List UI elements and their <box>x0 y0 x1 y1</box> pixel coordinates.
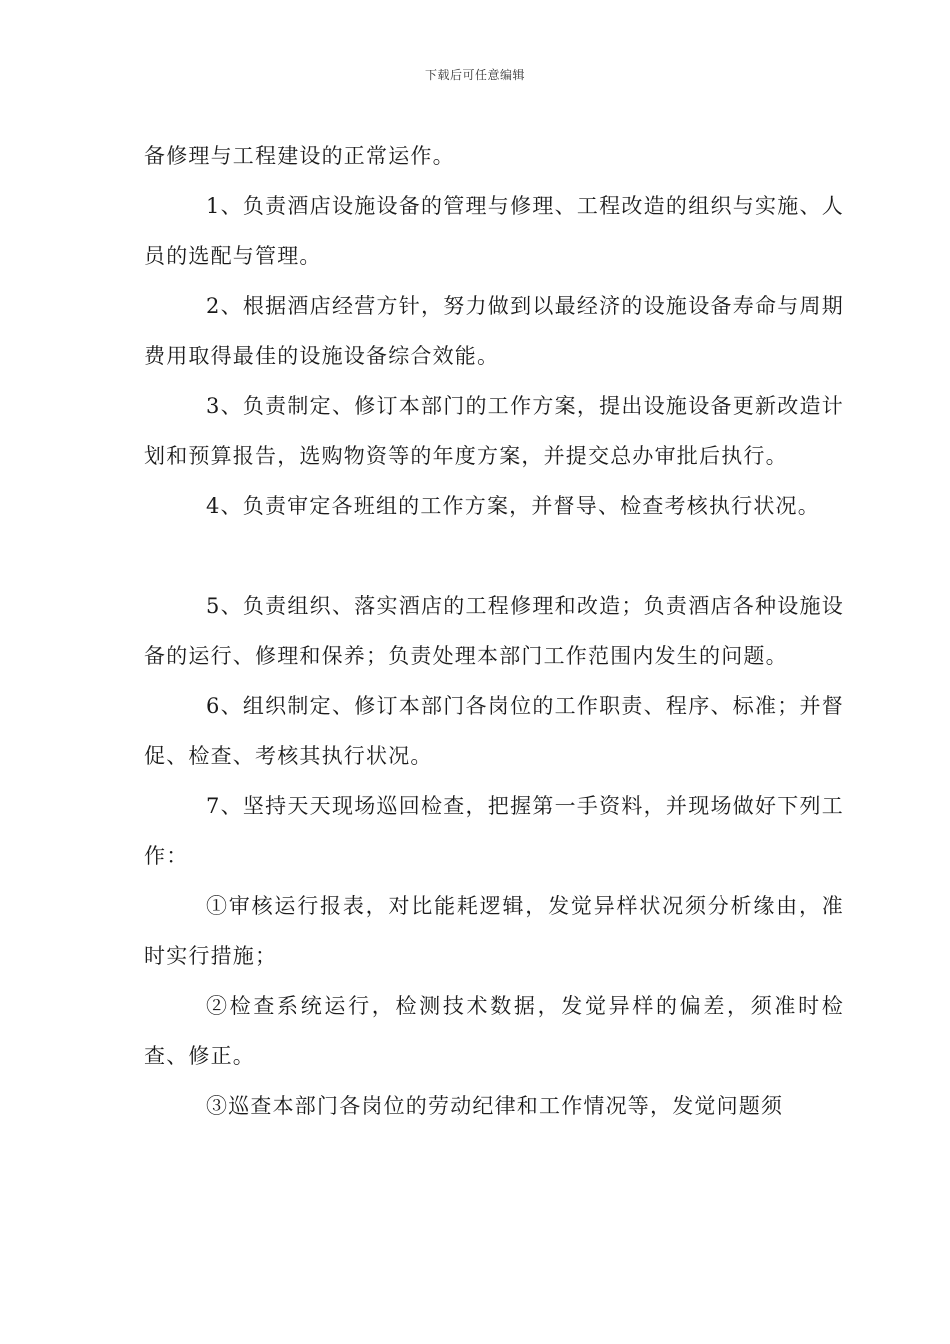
paragraph-spacer <box>144 531 844 581</box>
paragraph-item-4: 4、负责审定各班组的工作方案，并督导、检查考核执行状况。 <box>206 494 820 518</box>
paragraph-subitem-1: ①审核运行报表，对比能耗逻辑，发觉异样状况须分析缘由，准时实行措施； <box>144 894 844 968</box>
paragraph-subitem-3: ③巡查本部门各岗位的劳动纪律和工作情况等，发觉问题须 <box>206 1094 784 1118</box>
paragraph-item-1: 1、负责酒店设施设备的管理与修理、工程改造的组织与实施、人员的选配与管理。 <box>144 194 844 268</box>
paragraph-item-2: 2、根据酒店经营方针，努力做到以最经济的设施设备寿命与周期费用取得最佳的设施设备综合效能。 <box>144 294 844 368</box>
paragraph-item-6: 6、组织制定、修订本部门各岗位的工作职责、程序、标准；并督促、检查、考核其执行状况。 <box>144 694 844 768</box>
paragraph-continuation: 备修理与工程建设的正常运作。 <box>144 144 455 168</box>
paragraph-item-5: 5、负责组织、落实酒店的工程修理和改造；负责酒店各种设施设备的运行、修理和保养；负责处理本部门工作范围内发生的问题。 <box>144 594 844 668</box>
paragraph-subitem-2: ②检查系统运行，检测技术数据，发觉异样的偏差，须准时检查、修正。 <box>144 994 844 1068</box>
paragraph-item-3: 3、负责制定、修订本部门的工作方案，提出设施设备更新改造计划和预算报告，选购物资等的年度方案，并提交总办审批后执行。 <box>144 394 844 468</box>
page-header-note: 下载后可任意编辑 <box>424 68 525 82</box>
document-body <box>144 131 844 1131</box>
paragraph-item-7: 7、坚持天天现场巡回检查，把握第一手资料，并现场做好下列工作： <box>144 794 844 868</box>
